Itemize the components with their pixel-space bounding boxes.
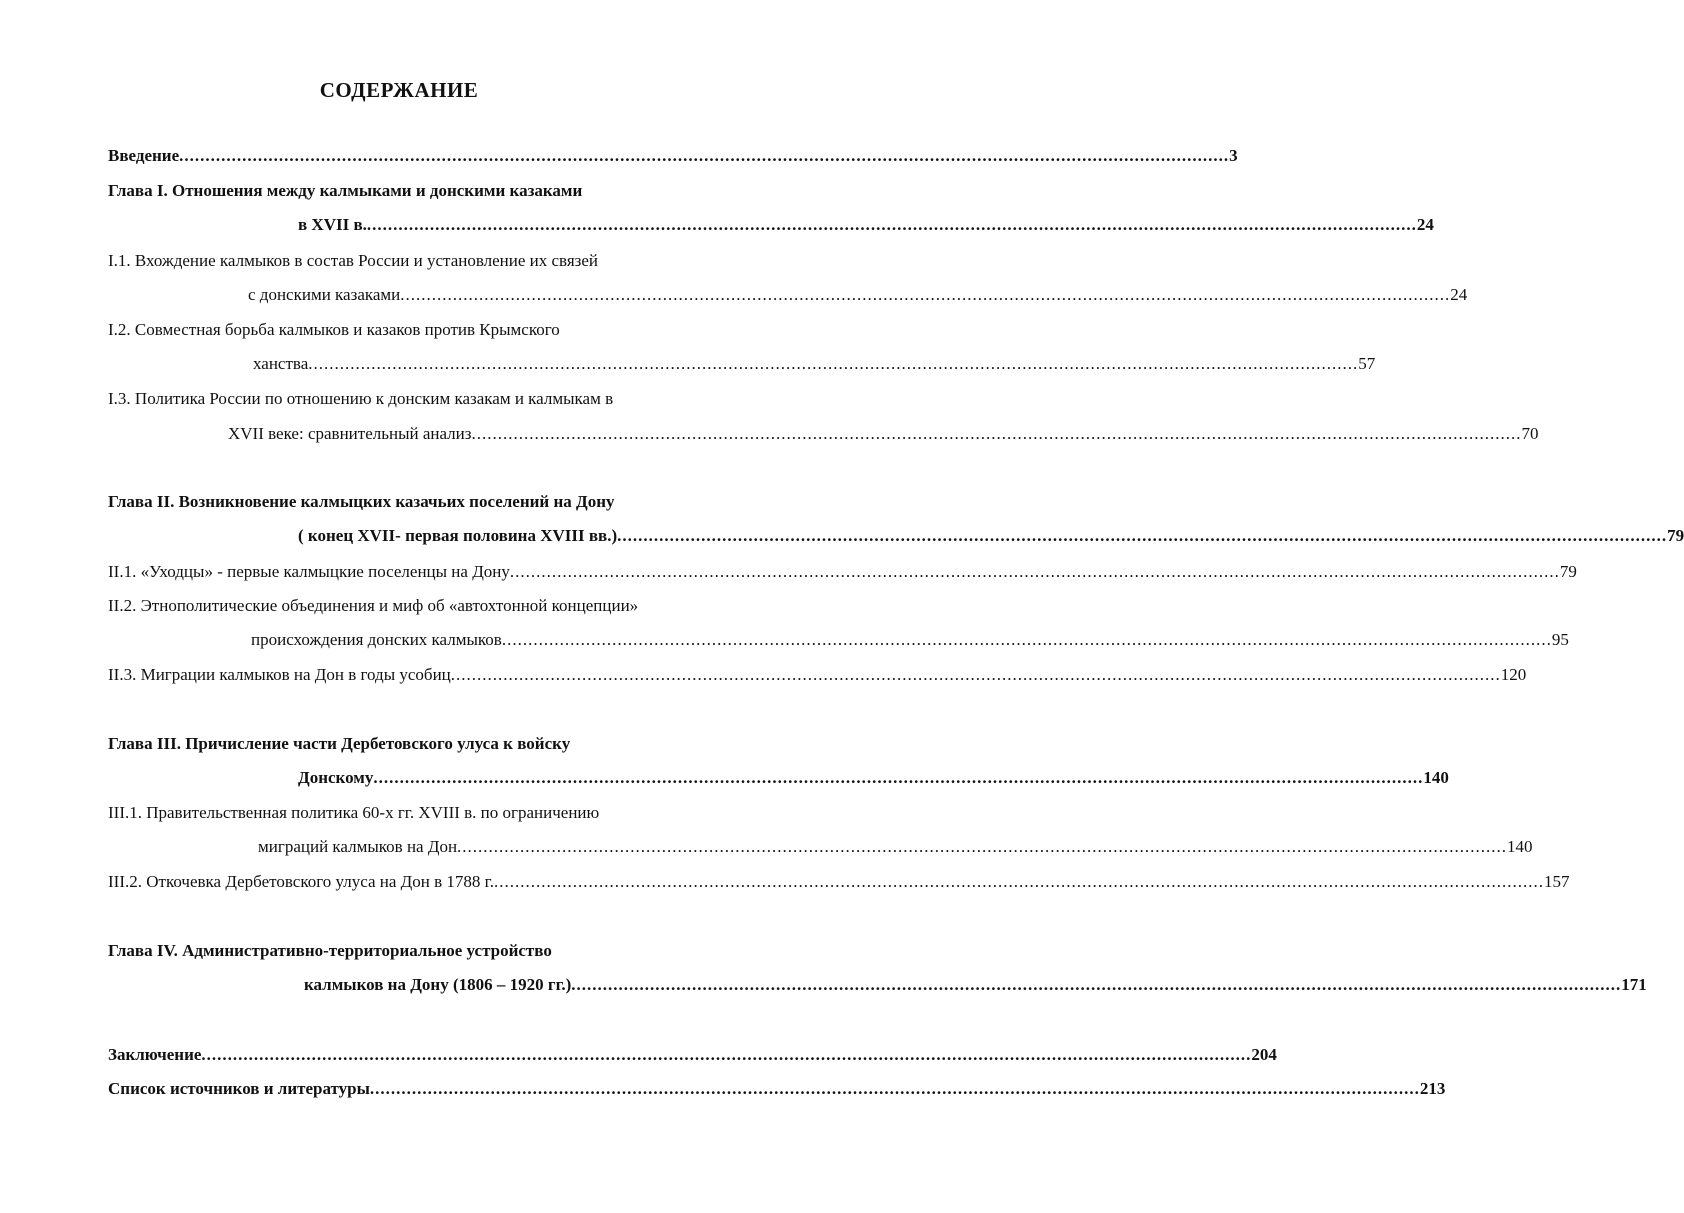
toc-entry[interactable] [258,837,1533,857]
dot-leader: ........................................................................................................................................................................................................ [366,215,1417,234]
toc-page-number: 79 [1667,526,1684,545]
toc-page-number: 213 [1419,1079,1446,1098]
dot-leader: ........................................................................................................................................................................................................ [369,1079,1420,1098]
dot-leader: ........................................................................................................................................................................................................ [450,665,1501,684]
toc-entry[interactable] [298,526,1684,546]
toc-entry-text: ханства [253,354,309,373]
toc-entry[interactable] [298,215,1434,235]
toc-entry-text: Глава I. Отношения между калмыками и донскими казаками [108,181,583,200]
toc-entry-text: I.1. Вхождение калмыков в состав России и установление их связей [108,251,599,270]
toc-page-number: 204 [1251,1045,1277,1064]
toc-entry[interactable] [108,562,1577,582]
toc-entry-text: с донскими казаками [248,285,401,304]
toc-entry[interactable] [248,285,1468,305]
toc-entry-text: Глава IV. Административно-территориальное устройство [108,941,552,960]
toc-entry-line[interactable] [108,734,570,754]
toc-entry-text: Введение [108,146,180,165]
toc-entry-text: I.2. Совместная борьба калмыков и казаков против Крымского [108,320,560,339]
toc-entry-line[interactable] [108,181,582,201]
dot-leader: ........................................................................................................................................................................................................ [509,562,1560,581]
toc-entry[interactable] [108,872,1570,892]
toc-entry[interactable] [253,354,1376,374]
toc-entry-text: в XVII в. [298,215,367,234]
toc-page-number: 3 [1229,146,1238,165]
toc-entry-line[interactable] [108,596,638,616]
toc-entry-line[interactable] [108,803,599,823]
toc-entry-line[interactable] [108,320,560,340]
toc-entry-text: Глава II. Возникновение калмыцких казачьих поселений на Дону [108,492,615,511]
toc-page-number: 140 [1507,837,1533,856]
toc-entry-line[interactable] [108,389,613,409]
toc-entry-text: Список источников и литературы [108,1079,370,1098]
toc-entry-text: II.3. Миграции калмыков на Дон в годы усобиц [108,665,451,684]
toc-entry-text: калмыков на Дону (1806 – 1920 гг.) [304,975,572,994]
dot-leader: ........................................................................................................................................................................................................ [179,146,1230,165]
dot-leader: ........................................................................................................................................................................................................ [501,630,1552,649]
toc-page-number: 70 [1521,424,1539,443]
dot-leader: ........................................................................................................................................................................................................ [308,354,1359,373]
toc-entry-text: Донскому [298,768,374,787]
toc-entry-line[interactable] [108,251,598,271]
toc-entry-text: I.3. Политика России по отношению к донским казакам и калмыкам в [108,389,614,408]
toc-entry-text: III.1. Правительственная политика 60-х гг. XVIII в. по ограничению [108,803,600,822]
toc-entry-line[interactable] [108,941,552,961]
toc-entry[interactable] [251,630,1569,650]
toc-entry-text: ( конец XVII- первая половина XVIII вв.) [298,526,618,545]
toc-entry[interactable] [304,975,1647,995]
dot-leader: ........................................................................................................................................................................................................ [373,768,1424,787]
toc-page-number: 171 [1621,975,1647,994]
toc-page-number: 24 [1450,285,1468,304]
toc-entry[interactable] [108,665,1527,685]
toc-entry-text: происхождения донских калмыков [251,630,502,649]
toc-page-number: 157 [1543,872,1570,891]
toc-page-number: 120 [1500,665,1527,684]
dot-leader: ........................................................................................................................................................................................................ [201,1045,1252,1064]
toc-entry[interactable] [228,424,1539,444]
toc-entry-text: Глава III. Причисление части Дербетовского улуса к войску [108,734,571,753]
toc-entry-text: III.2. Откочевка Дербетовского улуса на Дон в 1788 г. [108,872,494,891]
toc-entry-line[interactable] [108,492,615,512]
toc-entry[interactable] [108,1045,1277,1065]
dot-leader: ........................................................................................................................................................................................................ [400,285,1451,304]
toc-page-number: 57 [1358,354,1376,373]
toc-entry-text: II.1. «Уходцы» - первые калмыцкие поселенцы на Дону [108,562,510,581]
toc-page-number: 79 [1559,562,1577,581]
toc-page-number: 24 [1416,215,1434,234]
dot-leader: ........................................................................................................................................................................................................ [457,837,1508,856]
toc-entry[interactable] [298,768,1449,788]
dot-leader: ........................................................................................................................................................................................................ [571,975,1622,994]
toc-entry-text: Заключение [108,1045,202,1064]
toc-entry[interactable] [108,146,1238,166]
dot-leader: ........................................................................................................................................................................................................ [617,526,1668,545]
toc-page-number: 95 [1551,630,1569,649]
toc-entry[interactable] [108,1079,1446,1099]
dot-leader: ........................................................................................................................................................................................................ [493,872,1544,891]
page-title: СОДЕРЖАНИЕ [319,78,479,102]
toc-page-number: 140 [1423,768,1449,787]
toc-entry-text: XVII веке: сравнительный анализ [228,424,472,443]
dot-leader: ........................................................................................................................................................................................................ [471,424,1522,443]
toc-entry-text: миграций калмыков на Дон [258,837,458,856]
toc-entry-text: II.2. Этнополитические объединения и миф об «автохтонной концепции» [108,596,639,615]
